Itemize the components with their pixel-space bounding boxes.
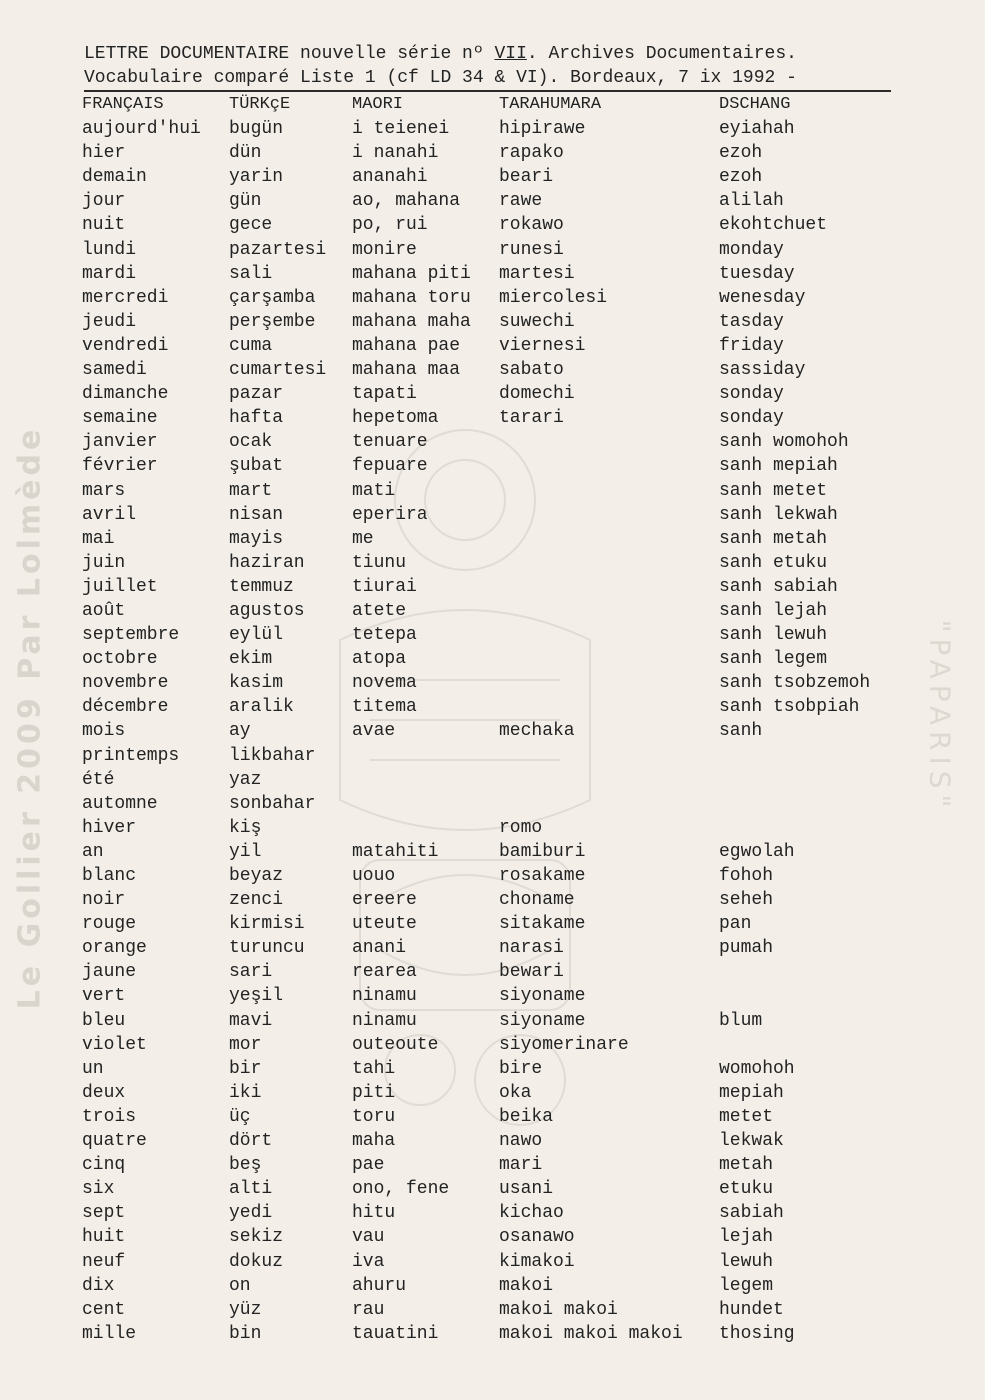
french-word: vendredi <box>82 335 169 356</box>
maori-word: uteute <box>352 914 417 935</box>
tarahumara-word: mechaka <box>499 721 575 742</box>
maori-word: tenuare <box>352 432 428 453</box>
maori-word: mahana toru <box>352 287 471 308</box>
turkish-word: pazar <box>229 384 284 405</box>
turkish-word: eylül <box>229 625 284 646</box>
tarahumara-word: mari <box>499 1155 543 1176</box>
dschang-word: egwolah <box>719 841 795 862</box>
turkish-word: nisan <box>229 504 284 525</box>
turkish-word: cuma <box>229 335 273 356</box>
maori-word: ereere <box>352 890 417 911</box>
turkish-word: sekiz <box>229 1227 284 1248</box>
tarahumara-word: makoi makoi <box>499 1299 618 1320</box>
dschang-word: sanh <box>719 721 763 742</box>
dschang-word: tasday <box>719 311 784 332</box>
turkish-word: pazartesi <box>229 239 327 260</box>
turkish-word: ocak <box>229 432 273 453</box>
turkish-word: şubat <box>229 456 284 477</box>
french-word: août <box>82 600 126 621</box>
dschang-word: pumah <box>719 938 774 959</box>
maori-word: maha <box>352 1131 396 1152</box>
tarahumara-word: kimakoi <box>499 1251 575 1272</box>
dschang-word: sanh lejah <box>719 600 828 621</box>
maori-word: mahana piti <box>352 263 471 284</box>
maori-word: mahana pae <box>352 335 461 356</box>
tarahumara-word: makoi <box>499 1275 554 1296</box>
maori-word: uouo <box>352 866 396 886</box>
turkish-word: bugün <box>229 119 284 140</box>
watermark-left: Le Gollier 2009 Par Lolmède <box>12 425 48 1010</box>
turkish-word: ay <box>229 721 251 742</box>
dschang-word: sanh lewuh <box>719 625 828 646</box>
maori-word: po, rui <box>352 215 428 236</box>
dschang-word: monday <box>719 239 784 260</box>
turkish-word: hafta <box>229 408 284 429</box>
turkish-word: beyaz <box>229 866 284 886</box>
maori-word: me <box>352 528 374 549</box>
turkish-word: yil <box>229 841 262 862</box>
turkish-word: yaz <box>229 769 262 790</box>
turkish-word: aralik <box>229 697 294 718</box>
turkish-word: dokuz <box>229 1251 284 1272</box>
french-word: an <box>82 841 104 862</box>
french-word: blanc <box>82 866 137 886</box>
french-word: trois <box>82 1106 137 1127</box>
turkish-word: ekim <box>229 649 273 670</box>
maori-word: atete <box>352 600 407 621</box>
column-header-dschang: DSCHANG <box>719 95 791 114</box>
maori-word: mahana maa <box>352 360 461 381</box>
maori-word: hitu <box>352 1203 396 1224</box>
maori-word: ninamu <box>352 986 417 1007</box>
dschang-word: sonday <box>719 408 784 429</box>
turkish-word: mor <box>229 1034 262 1055</box>
tarahumara-word: siyoname <box>499 986 586 1007</box>
dschang-word: sanh metah <box>719 528 828 549</box>
dschang-word: alilah <box>719 191 784 212</box>
french-word: dimanche <box>82 384 169 405</box>
dschang-word: eyiahah <box>719 119 795 140</box>
tarahumara-word: kichao <box>499 1203 564 1224</box>
maori-word: i teienei <box>352 119 450 140</box>
french-word: mille <box>82 1323 137 1344</box>
turkish-word: zenci <box>229 890 284 911</box>
french-word: septembre <box>82 625 180 646</box>
dschang-word: ezoh <box>719 167 763 188</box>
turkish-word: dün <box>229 143 262 164</box>
maori-word: ahuru <box>352 1275 407 1296</box>
maori-word: titema <box>352 697 417 718</box>
french-word: octobre <box>82 649 158 670</box>
turkish-word: beş <box>229 1155 262 1176</box>
french-word: jeudi <box>82 311 137 332</box>
tarahumara-word: martesi <box>499 263 575 284</box>
turkish-word: mart <box>229 480 273 501</box>
turkish-word: kirmisi <box>229 914 305 935</box>
maori-word: monire <box>352 239 417 260</box>
french-word: mois <box>82 721 126 742</box>
french-word: hiver <box>82 817 137 838</box>
dschang-word: ezoh <box>719 143 763 164</box>
tarahumara-word: siyoname <box>499 1010 586 1031</box>
maori-word: mahana maha <box>352 311 471 332</box>
maori-word: anani <box>352 938 407 959</box>
turkish-word: çarşamba <box>229 287 316 308</box>
dschang-word: hundet <box>719 1299 784 1320</box>
header-line-1 <box>84 42 904 66</box>
french-word: hier <box>82 143 126 164</box>
french-word: nuit <box>82 215 126 236</box>
turkish-word: likbahar <box>229 745 316 766</box>
french-word: bleu <box>82 1010 126 1031</box>
tarahumara-word: bamiburi <box>499 841 586 862</box>
tarahumara-word: hipirawe <box>499 119 586 140</box>
dschang-word: pan <box>719 914 752 935</box>
turkish-word: agustos <box>229 600 305 621</box>
turkish-word: temmuz <box>229 576 294 597</box>
tarahumara-word: makoi makoi makoi <box>499 1323 683 1344</box>
french-word: jour <box>82 191 126 212</box>
dschang-word: lejah <box>719 1227 774 1248</box>
tarahumara-word: bewari <box>499 962 564 983</box>
dschang-word: etuku <box>719 1179 774 1200</box>
tarahumara-word: siyomerinare <box>499 1034 629 1055</box>
header-suffix: . Archives Documentaires. <box>526 44 797 64</box>
tarahumara-word: rosakame <box>499 866 586 886</box>
maori-word: ananahi <box>352 167 428 188</box>
turkish-word: gece <box>229 215 273 236</box>
turkish-word: bin <box>229 1323 262 1344</box>
dschang-word: friday <box>719 335 784 356</box>
turkish-word: sari <box>229 962 273 983</box>
tarahumara-word: usani <box>499 1179 554 1200</box>
tarahumara-word: runesi <box>499 239 564 260</box>
french-word: aujourd'hui <box>82 119 201 140</box>
french-word: cinq <box>82 1155 126 1176</box>
french-word: deux <box>82 1082 126 1103</box>
tarahumara-word: beari <box>499 167 554 188</box>
column-header-turkish: TÜRKçE <box>229 95 291 114</box>
french-word: été <box>82 769 115 790</box>
dschang-word: mepiah <box>719 1082 784 1103</box>
dschang-word: sassiday <box>719 360 806 381</box>
turkish-word: yarin <box>229 167 284 188</box>
maori-word: tahi <box>352 1058 396 1079</box>
turkish-word: turuncu <box>229 938 305 959</box>
tarahumara-word: suwechi <box>499 311 575 332</box>
french-word: rouge <box>82 914 137 935</box>
turkish-word: kiş <box>229 817 262 838</box>
dschang-word: sanh sabiah <box>719 576 838 597</box>
turkish-word: alti <box>229 1179 273 1200</box>
tarahumara-word: beika <box>499 1106 554 1127</box>
tarahumara-word: domechi <box>499 384 575 405</box>
turkish-word: yüz <box>229 1299 262 1320</box>
french-word: juin <box>82 552 126 573</box>
french-word: mercredi <box>82 287 169 308</box>
maori-word: tauatini <box>352 1323 439 1344</box>
document-header <box>84 42 904 92</box>
dschang-word: wenesday <box>719 287 806 308</box>
turkish-word: cumartesi <box>229 360 327 381</box>
dschang-word: sanh womohoh <box>719 432 849 453</box>
maori-word: mati <box>352 480 396 501</box>
maori-word: ao, mahana <box>352 191 461 212</box>
dschang-word: sanh metet <box>719 480 828 501</box>
french-word: un <box>82 1058 104 1079</box>
maori-word: piti <box>352 1082 396 1103</box>
maori-word: ninamu <box>352 1010 417 1031</box>
french-word: printemps <box>82 745 180 766</box>
french-word: février <box>82 456 158 477</box>
maori-word: avae <box>352 721 396 742</box>
turkish-word: üç <box>229 1106 251 1127</box>
french-word: dix <box>82 1275 115 1296</box>
french-word: jaune <box>82 962 137 983</box>
french-word: noir <box>82 890 126 911</box>
dschang-word: thosing <box>719 1323 795 1344</box>
header-line-2: Vocabulaire comparé Liste 1 (cf LD 34 & VI). Bordeaux, 7 ix 1992 - <box>84 66 891 92</box>
french-word: neuf <box>82 1251 126 1272</box>
dschang-word: blum <box>719 1010 763 1031</box>
turkish-word: kasim <box>229 673 284 694</box>
turkish-word: perşembe <box>229 311 316 332</box>
tarahumara-word: osanawo <box>499 1227 575 1248</box>
turkish-word: iki <box>229 1082 262 1103</box>
maori-word: eperira <box>352 504 428 525</box>
maori-word: ono, fene <box>352 1179 450 1200</box>
french-word: semaine <box>82 408 158 429</box>
turkish-word: yeşil <box>229 986 284 1007</box>
french-word: cent <box>82 1299 126 1320</box>
dschang-word: sonday <box>719 384 784 405</box>
turkish-word: gün <box>229 191 262 212</box>
french-word: demain <box>82 167 147 188</box>
french-word: lundi <box>82 239 137 260</box>
maori-word: hepetoma <box>352 408 439 429</box>
french-word: violet <box>82 1034 147 1055</box>
maori-word: i nanahi <box>352 143 439 164</box>
turkish-word: yedi <box>229 1203 273 1224</box>
watermark-right: "PAPARIS" <box>923 619 957 814</box>
maori-word: atopa <box>352 649 407 670</box>
maori-word: tetepa <box>352 625 417 646</box>
tarahumara-word: oka <box>499 1082 532 1103</box>
french-word: décembre <box>82 697 169 718</box>
french-word: automne <box>82 793 158 814</box>
maori-word: vau <box>352 1227 385 1248</box>
tarahumara-word: narasi <box>499 938 564 959</box>
maori-word: novema <box>352 673 417 694</box>
maori-word: tiurai <box>352 576 417 597</box>
turkish-word: bir <box>229 1058 262 1079</box>
column-header-french: FRANÇAIS <box>82 95 164 114</box>
maori-word: toru <box>352 1106 396 1127</box>
french-word: juillet <box>82 576 158 597</box>
dschang-word: lekwak <box>719 1131 784 1152</box>
maori-word: rau <box>352 1299 385 1320</box>
tarahumara-word: rokawo <box>499 215 564 236</box>
dschang-word: ekohtchuet <box>719 215 828 236</box>
maori-word: fepuare <box>352 456 428 477</box>
french-word: sept <box>82 1203 126 1224</box>
tarahumara-word: bire <box>499 1058 543 1079</box>
turkish-word: haziran <box>229 552 305 573</box>
dschang-word: sanh etuku <box>719 552 828 573</box>
tarahumara-word: sitakame <box>499 914 586 935</box>
maori-word: rearea <box>352 962 417 983</box>
tarahumara-word: romo <box>499 817 543 838</box>
turkish-word: on <box>229 1275 251 1296</box>
dschang-word: sanh tsobpiah <box>719 697 860 718</box>
french-word: mardi <box>82 263 137 284</box>
french-word: quatre <box>82 1131 147 1152</box>
dschang-word: sanh legem <box>719 649 828 670</box>
french-word: janvier <box>82 432 158 453</box>
dschang-word: metah <box>719 1155 774 1176</box>
header-prefix: LETTRE DOCUMENTAIRE nouvelle série nº <box>84 44 495 64</box>
tarahumara-word: sabato <box>499 360 564 381</box>
turkish-word: mavi <box>229 1010 273 1031</box>
tarahumara-word: rapako <box>499 143 564 164</box>
french-word: mars <box>82 480 126 501</box>
french-word: mai <box>82 528 115 549</box>
maori-word: tapati <box>352 384 417 405</box>
tarahumara-word: choname <box>499 890 575 911</box>
french-word: avril <box>82 504 137 525</box>
dschang-word: sanh tsobzemoh <box>719 673 871 694</box>
maori-word: pae <box>352 1155 385 1176</box>
french-word: samedi <box>82 360 147 381</box>
french-word: novembre <box>82 673 169 694</box>
dschang-word: seheh <box>719 890 774 911</box>
dschang-word: womohoh <box>719 1058 795 1079</box>
dschang-word: fohoh <box>719 866 774 886</box>
turkish-word: sonbahar <box>229 793 316 814</box>
turkish-word: sali <box>229 263 273 284</box>
maori-word: iva <box>352 1251 385 1272</box>
column-header-tarahumara: TARAHUMARA <box>499 95 602 114</box>
tarahumara-word: nawo <box>499 1131 543 1152</box>
dschang-word: sanh lekwah <box>719 504 838 525</box>
dschang-word: sanh mepiah <box>719 456 838 477</box>
tarahumara-word: viernesi <box>499 335 586 356</box>
dschang-word: metet <box>719 1106 774 1127</box>
tarahumara-word: rawe <box>499 191 543 212</box>
tarahumara-word: tarari <box>499 408 564 429</box>
dschang-word: legem <box>719 1275 774 1296</box>
dschang-word: lewuh <box>719 1251 774 1272</box>
column-header-maori: MAORI <box>352 95 404 114</box>
series-number: VII <box>494 44 527 64</box>
french-word: vert <box>82 986 126 1007</box>
tarahumara-word: miercolesi <box>499 287 608 308</box>
french-word: orange <box>82 938 147 959</box>
french-word: huit <box>82 1227 126 1248</box>
maori-word: outeoute <box>352 1034 439 1055</box>
maori-word: tiunu <box>352 552 407 573</box>
turkish-word: mayis <box>229 528 284 549</box>
turkish-word: dört <box>229 1131 273 1152</box>
maori-word: matahiti <box>352 841 439 862</box>
dschang-word: sabiah <box>719 1203 784 1224</box>
french-word: six <box>82 1179 115 1200</box>
dschang-word: tuesday <box>719 263 795 284</box>
